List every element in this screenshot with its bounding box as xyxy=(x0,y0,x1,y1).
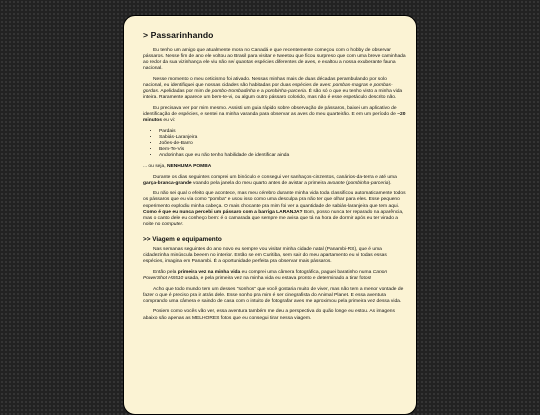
page-title: > Passarinhando xyxy=(143,30,214,40)
closing-paragraph: Posiem como vocês vão ver, essa aventura também me deu a perspectiva do quão longe eu estou. As imagens abaixo são apenas as MELHORES fotos que eu consegui tirar nessa viagem. xyxy=(143,309,395,321)
camera-paragraph: Então pela primeira vez na minha vida eu comprei uma câmera fotográfica, paguei baratinho numa Canon PowerShot HS510 usada, e pela primeira vez na minha vida eu estava pronto e determinado a tirar fotos! xyxy=(143,269,388,281)
binoculars-paragraph: Durante os dias seguintes comprei um binóculo e consegui ver sanhaços-cinzentos, canários-da-terra e até uma garça-branca-grande voando pela janela do meu quarto antes de avistar a primeira avoante (pombinha-parceria). xyxy=(143,174,397,186)
intro-paragraph: Eu tenho um amigo que atualmente mora no Canadá e que recentemente começou com o hobby de observar pássaros. Nesse fim de ano ele voltou ao Brasil para visitar e tweetou que ficou surpreso que com uma breve caminhada ao redor da sua vizinhança ele viu não sei quantas espécies diferentes de aves, e exaltou a nossa exuberante fauna nacional. xyxy=(143,48,406,72)
dream-paragraph: Acho que todo mundo tem um desses "sonhos" que você gostaria muito de viver, mas não tem a menor vontade de fazer o que é preciso pra ir atrás dele. Esse sonho pra mim é ser cinegrafista do Animal Planet. E essa aventura comprando uma câmera e saindo de casa com o intuito de fotografar aves me aproximou pela primeira vez dessa vida. xyxy=(143,286,404,304)
trip-paragraph: Nas semanas seguintes do ano novo eu sempre vou visitar minha cidade natal (Panambi-RS), que é uma cidadezinha minúscula beeem no interior. Então se em Curitiba, sem sair do meu apartamento eu vi todas essas espécies, imagina em Panambi. É a oportunidade perfeita pra observar mais pássaros. xyxy=(143,246,387,265)
list-item: • Joões-de-Barro xyxy=(159,141,406,147)
section-heading: >> Viagem e equipamento xyxy=(143,235,222,243)
no-pigeon-line: ... ou seja, NENHUMA POMBA xyxy=(143,163,212,169)
bird-list xyxy=(143,129,406,159)
list-item: • Bem-Te-Vis xyxy=(159,147,406,153)
list-item: • Pardais xyxy=(159,129,406,135)
article-card xyxy=(123,15,417,415)
skepticism-paragraph: Nesse momento o meu ceticismo foi ativado. Nessas minhas mais de duas décadas perambulando por solo nacional, eu identifiquei que nossas cidades são habitadas por duas espécies de aves: pombas-magras e pombas-gordas. Apelidadas por mim de pombo-trombadinha e a pombinha-parceria. É são só o que eu tenho visto a minha vida inteira. Raramente aparece um bem-te-vi, ou algum outro pássaro colorido, mas não é esse espetáculo descrito não. xyxy=(143,76,403,101)
observation-paragraph: Eu precisava ver por mim mesmo. Assisti um guia rápido sobre observação de pássaros, baixei um aplicativo de identificação de espécies, e sentei na minha varanda para observar as aves do meu quarteirão. E em um período de ~20 minutos eu vi: xyxy=(143,105,406,124)
reflection-paragraph: Eu não sei qual o efeito que acontece, mas meu cérebro durante minha vida toda classificou automaticamente todos os pássaros que eu via como "pomba" e usou isso como uma desculpa pra não ter que olhar para eles. Esse pequeno experimento explodiu minha cabeça. O mais chocante pra mim foi ver a quantidade de sabiás-laranjeira que tem aqui. Como é que eu nunca percebi um pássaro com a barriga LARANJA? Bom, posso nunca ter reparado na aparência, mas o canto dele eu conheço bem: é o camarada que sempre me avisa que tá na hora de dormir após eu ter virado a noite no computer. xyxy=(143,191,406,227)
list-item: • Andorinhas que eu não tenho habilidade de identificar ainda xyxy=(159,153,406,159)
list-item: • Sabiás-Laranjeira xyxy=(159,135,406,141)
